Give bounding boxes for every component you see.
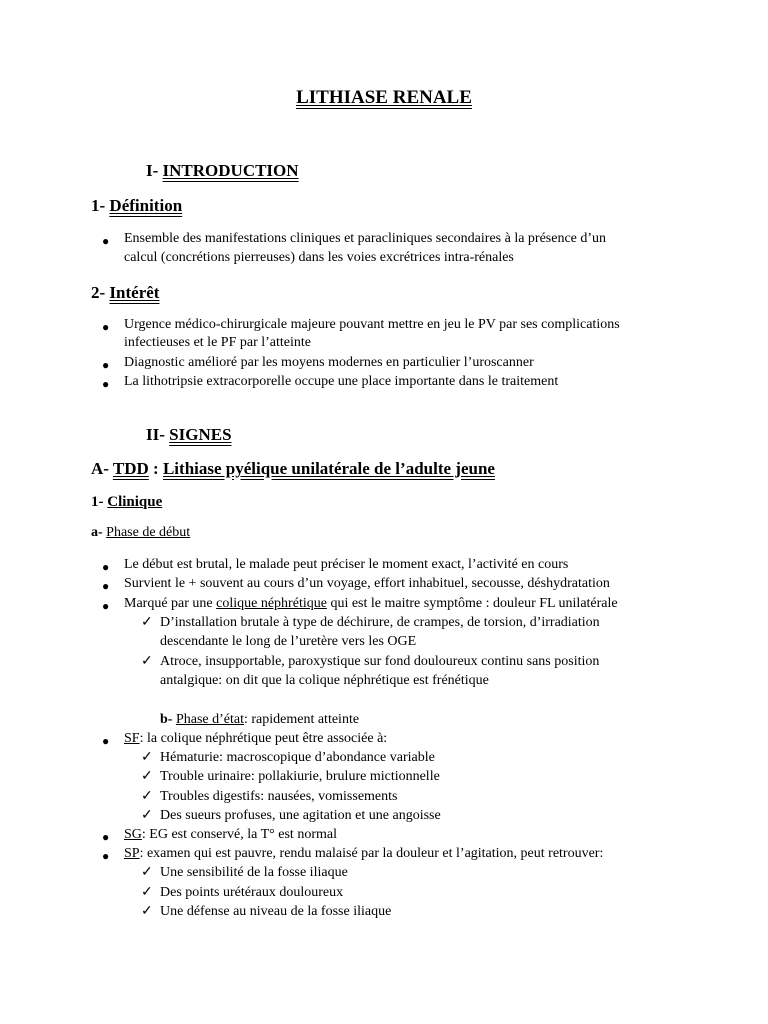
bullet-icon: ● [102,599,110,613]
heading-title: Définition [109,196,183,215]
heading-title: Phase de début [106,525,191,540]
phase-debut-item-1: Le début est brutal, le malade peut préciser le moment exact, l’activité en cours [124,557,569,572]
bullet-icon: ● [102,377,110,391]
sf-subitem: Des sueurs profuses, une agitation et une angoisse [160,808,441,823]
sg-text: : EG est conservé, la T° est normal [141,827,337,842]
check-icon: ✓ [141,789,153,804]
sf-text: : la colique néphrétique peut être associée à: [139,731,388,746]
heading-number: b- [160,712,176,727]
check-icon: ✓ [141,885,153,900]
section-number: II- [146,425,170,444]
sg-label: SG [124,827,142,842]
bullet-icon: ● [102,579,110,593]
sp-item [124,846,603,862]
bullet-icon: ● [102,358,110,372]
phase-debut-item-3 [124,596,618,612]
sf-subitem: Troubles digestifs: nausées, vomissements [160,789,398,804]
colique-nephretique-term: colique néphrétique [216,596,327,611]
check-icon: ✓ [141,808,153,823]
bullet-icon: ● [102,849,110,863]
check-icon: ✓ [141,750,153,765]
phase-etat-heading [160,712,359,728]
bullet-icon: ● [102,830,110,844]
sf-subitem: Hématurie: macroscopique d’abondance variable [160,750,435,765]
section-introduction-heading [146,161,299,181]
sf-label: SF [124,731,140,746]
page-title: LITHIASE RENALE [296,87,472,108]
phase-debut-item-2: Survient le + souvent au cours d’un voyage, effort inhabituel, secousse, déshydratation [124,576,610,591]
heading-title: Intérêt [109,283,160,302]
sp-subitem: Une défense au niveau de la fosse iliaque [160,904,392,919]
text-fragment: Marqué par une [124,596,217,611]
section-title: INTRODUCTION [162,161,299,180]
sp-label: SP [124,846,140,861]
check-icon: ✓ [141,865,153,880]
section-number: I- [146,161,163,180]
definition-text-line-2: calcul (concrétions pierreuses) dans les voies excrétrices intra-rénales [124,250,514,265]
interet-heading [91,283,159,303]
sp-subitem: Des points urétéraux douloureux [160,885,344,900]
sp-subitem: Une sensibilité de la fosse iliaque [160,865,348,880]
sf-item [124,731,387,747]
interet-item-3: La lithotripsie extracorporelle occupe une place importante dans le traitement [124,374,559,389]
tdd-label: TDD [112,459,149,478]
check-icon: ✓ [141,904,153,919]
heading-title: Phase d’état [175,712,244,727]
sp-text: : examen qui est pauvre, rendu malaisé par la douleur et l’agitation, peut retrouver: [139,846,604,861]
definition-heading [91,196,182,216]
tdd-heading [91,459,495,479]
tdd-separator: : [148,459,163,478]
heading-rest: : rapidement atteinte [243,712,360,727]
phase-debut-subitem-2-line-1: Atroce, insupportable, paroxystique sur fond douloureux continu sans position [160,654,600,669]
interet-item-1-line-2: infectieuses et le PF par l’atteinte [124,335,311,350]
clinique-heading [91,494,162,511]
heading-number: a- [91,525,107,540]
check-icon: ✓ [141,769,153,784]
bullet-icon: ● [102,234,110,248]
interet-item-2: Diagnostic amélioré par les moyens modernes en particulier l’uroscanner [124,355,534,370]
check-icon: ✓ [141,654,153,669]
tdd-title: Lithiase pyélique unilatérale de l’adulte jeune [162,459,495,478]
heading-title: Clinique [107,494,163,510]
text-fragment: qui est le maitre symptôme : douleur FL unilatérale [326,596,618,611]
section-signes-heading [146,425,232,445]
section-title: SIGNES [169,425,232,444]
phase-debut-heading [91,525,190,541]
phase-debut-subitem-2-line-2: antalgique: on dit que la colique néphrétique est frénétique [160,673,489,688]
check-icon: ✓ [141,615,153,630]
bullet-icon: ● [102,320,110,334]
phase-debut-subitem-1-line-2: descendante le long de l’uretère vers les OGE [160,634,417,649]
heading-number: 1- [91,196,110,215]
bullet-icon: ● [102,734,110,748]
sf-subitem: Trouble urinaire: pollakiurie, brulure mictionnelle [160,769,440,784]
tdd-prefix: A- [91,459,113,478]
heading-number: 2- [91,283,110,302]
definition-text-line-1: Ensemble des manifestations cliniques et paracliniques secondaires à la présence d’un [124,231,607,246]
sg-item [124,827,337,843]
bullet-icon: ● [102,560,110,574]
heading-number: 1- [91,494,108,510]
phase-debut-subitem-1-line-1: D’installation brutale à type de déchirure, de crampes, de torsion, d’irradiation [160,615,600,630]
interet-item-1-line-1: Urgence médico-chirurgicale majeure pouvant mettre en jeu le PV par ses complications [124,317,620,332]
